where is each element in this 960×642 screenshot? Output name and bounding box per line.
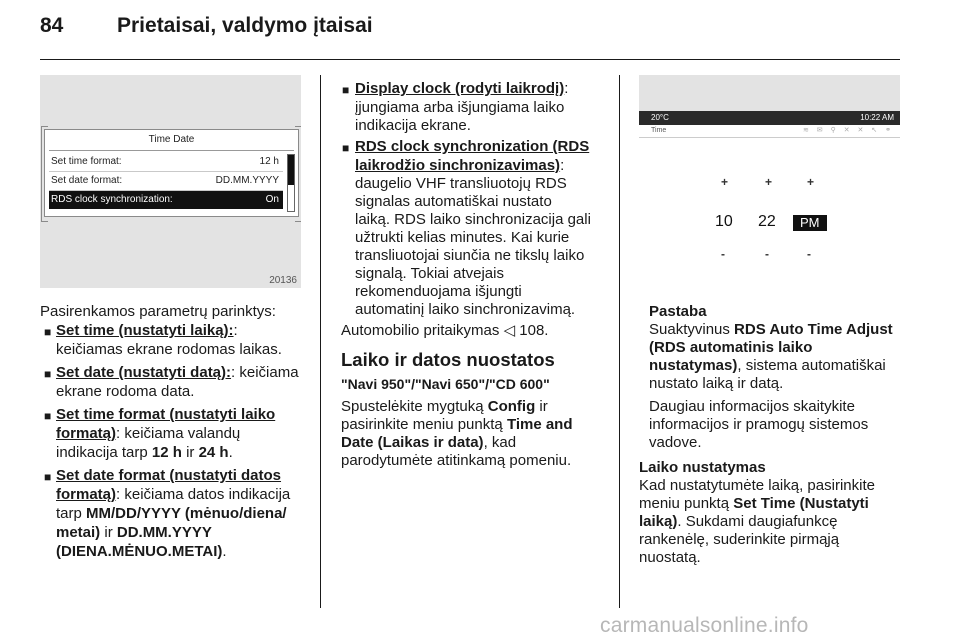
bullet-set-time: [56, 322, 238, 340]
text: pasirinkite meniu punktą: [341, 416, 507, 433]
menu-row-rds-clock-sync[interactable]: [49, 191, 283, 209]
hour-value: 10: [715, 213, 733, 230]
text-line: Daugiau informacijos skaitykite: [649, 398, 855, 415]
term: formatą): [56, 425, 117, 442]
text-line: automatinį laiko sinchronizavimą.: [355, 301, 576, 318]
text-line: [56, 425, 240, 443]
page-title: Prietaisai, valdymo įtaisai: [117, 14, 373, 37]
header-rule: [40, 59, 900, 60]
text-line: keičiamas ekrane rodomas laikas.: [56, 341, 282, 358]
term: (DIENA.MĖNUO.METAI): [56, 543, 223, 560]
text-line: signalą. Tokiai atvejais: [355, 265, 504, 282]
watermark: carmanualsonline.info: [600, 614, 809, 637]
text-line: [341, 434, 516, 452]
text-line: rekomenduojama išjungti: [355, 283, 522, 300]
note-title: Pastaba: [649, 303, 707, 320]
term: 24 h: [198, 444, 229, 461]
screen-title-rule: [49, 150, 294, 151]
text: . Sukdami daugiafunkcę: [677, 513, 838, 530]
text: ir: [181, 444, 199, 461]
text-line: laiką. RDS laiko sinchronizacija gali: [355, 211, 591, 228]
ampm-up-button[interactable]: +: [807, 175, 815, 189]
term: metai): [56, 524, 101, 541]
text-line: įjungiama arba išjungiama laiko: [355, 99, 565, 116]
text: : keičiama datos indikacija: [116, 486, 291, 503]
section-heading: Laiko ir datos nuostatos: [341, 349, 555, 370]
term: Date (Laikas ir data): [341, 434, 484, 451]
term: RDS clock synchronization (RDS: [355, 138, 590, 155]
figure-id: 20136: [269, 275, 297, 286]
term: Config: [487, 398, 536, 415]
bullet-icon: ■: [342, 141, 350, 155]
bullet-icon: ■: [342, 83, 350, 97]
status-icons: ≋ ✉ ⚲ ✕ ✕ ↖ ⚭: [803, 127, 894, 134]
text-line: rankenėlę, suderinkite pirmąją: [639, 531, 840, 548]
ampm-down-button[interactable]: -: [807, 247, 811, 261]
text-line: Kad nustatytumėte laiką, pasirinkite: [639, 477, 875, 494]
text-line: daugelio VHF transliuotojų RDS: [355, 175, 567, 192]
text: Spustelėkite mygtuką: [341, 398, 488, 415]
bullet-display-clock: [355, 80, 568, 98]
page-ref-arrow-icon: ◁: [503, 322, 516, 339]
text-line: [56, 543, 227, 561]
bullet-date-format: [56, 467, 281, 485]
text-line: [56, 444, 233, 462]
scrollbar[interactable]: [287, 154, 295, 212]
bullet-icon: ■: [44, 409, 52, 423]
term: Set date format (nustatyti datos: [56, 467, 282, 484]
term: (RDS automatinis laiko: [649, 339, 813, 356]
figure-time-setting-screen: [639, 75, 900, 288]
menu-row-label: RDS clock synchronization:: [51, 194, 173, 205]
status-bar: [639, 111, 900, 125]
ampm-value: PM: [793, 215, 827, 231]
text: :: [564, 80, 569, 97]
term: Display clock (rodyti laikrodį): [355, 80, 565, 97]
page-number: 84: [40, 14, 64, 37]
menu-row-value: DD.MM.YYYY: [215, 175, 279, 186]
text: : keičiama valandų: [116, 425, 241, 442]
text: : keičiama: [231, 364, 299, 381]
text: , kad: [483, 434, 517, 451]
term: laiką): [639, 513, 678, 530]
menu-row-value: On: [265, 194, 279, 205]
column-divider-right: [619, 75, 620, 608]
text-line: [639, 513, 837, 531]
text: Automobilio pritaikymas: [341, 322, 504, 339]
text: .: [222, 543, 227, 560]
text-line: [341, 398, 548, 416]
term: Time and: [506, 416, 573, 433]
hour-down-button[interactable]: -: [721, 247, 725, 261]
temperature-readout: 20°C: [651, 113, 669, 122]
bullet-rds-sync: [355, 138, 589, 156]
menu-row-label: Set date format:: [51, 175, 123, 186]
time-date-screen: [44, 129, 299, 217]
bullet-time-format: [56, 406, 275, 424]
text-line: nuostatą.: [639, 549, 701, 566]
bullet-set-date: [56, 364, 299, 382]
text: , sistema automatiškai: [737, 357, 886, 374]
text-line: [649, 321, 893, 339]
section-subheading: "Navi 950"/"Navi 650"/"CD 600": [341, 376, 550, 392]
term: laikrodžio sinchronizavimas): [355, 157, 561, 174]
text-line: [341, 416, 573, 434]
text-line: parodytumėte atitinkamą pomeniu.: [341, 452, 572, 469]
text: Suaktyvinus: [649, 321, 735, 338]
menu-row-date-format[interactable]: [49, 172, 283, 191]
term: RDS Auto Time Adjust: [734, 321, 893, 338]
text-line: nustato laiką ir datą.: [649, 375, 784, 392]
term: Set date (nustatyti datą):: [56, 364, 232, 381]
menu-row-time-format[interactable]: [49, 153, 283, 172]
minute-down-button[interactable]: -: [765, 247, 769, 261]
text: meniu punktą: [639, 495, 734, 512]
term: Set time (nustatyti laiką):: [56, 322, 234, 339]
bullet-icon: ■: [44, 367, 52, 381]
bullet-icon: ■: [44, 325, 52, 339]
hour-up-button[interactable]: +: [721, 175, 729, 189]
vehicle-customisation-ref[interactable]: [341, 322, 548, 340]
text: .: [228, 444, 233, 461]
screen-subheader: [639, 125, 900, 138]
text-line: [56, 486, 290, 504]
text-line: [56, 505, 287, 523]
menu-row-value: 12 h: [259, 156, 279, 167]
section-subheading-time: Laiko nustatymas: [639, 459, 766, 476]
term: DD.MM.YYYY: [116, 524, 212, 541]
term: 12 h: [151, 444, 182, 461]
clock-readout: 10:22 AM: [860, 113, 894, 122]
text-line: [649, 357, 886, 375]
minute-value: 22: [758, 213, 776, 230]
term: formatą): [56, 486, 117, 503]
term: nustatymas): [649, 357, 738, 374]
text: :: [560, 157, 565, 174]
text-line: [355, 157, 564, 175]
text-line: užtrukti kelias minutes. Kai kurie: [355, 229, 570, 246]
text-line: [649, 339, 812, 357]
text-line: indikacija ekrane.: [355, 117, 471, 134]
screen-title: Time Date: [148, 134, 195, 145]
text-line: signalas automatiškai nustato: [355, 193, 552, 210]
options-intro: Pasirenkamos parametrų parinktys:: [40, 303, 276, 320]
text-line: transliuotojai siunčia ne tikslų laiko: [355, 247, 585, 264]
text: ir: [535, 398, 548, 415]
term: MM/DD/YYYY (mėnuo/diena/: [86, 505, 287, 522]
menu-row-label: Set time format:: [51, 156, 122, 167]
figure-time-date-screen: [40, 75, 301, 288]
term: Set time format (nustatyti laiko: [56, 406, 276, 423]
scrollbar-thumb[interactable]: [288, 155, 294, 185]
minute-up-button[interactable]: +: [765, 175, 773, 189]
time-setting-screen: [639, 111, 900, 288]
text-line: informacijos ir pramogų sistemos: [649, 416, 869, 433]
text-line: [639, 495, 869, 513]
text: :: [233, 322, 238, 339]
text: tarp: [56, 505, 87, 522]
bullet-icon: ■: [44, 470, 52, 484]
text-line: ekrane rodoma data.: [56, 383, 195, 400]
text-line: [56, 524, 212, 542]
text: indikacija tarp: [56, 444, 152, 461]
screen-subtitle: Time: [651, 127, 667, 134]
text: ir: [100, 524, 117, 541]
column-divider-left: [320, 75, 321, 608]
page-ref: 108.: [515, 322, 549, 339]
text-line: vadove.: [649, 434, 702, 451]
term: Set Time (Nustatyti: [733, 495, 869, 512]
